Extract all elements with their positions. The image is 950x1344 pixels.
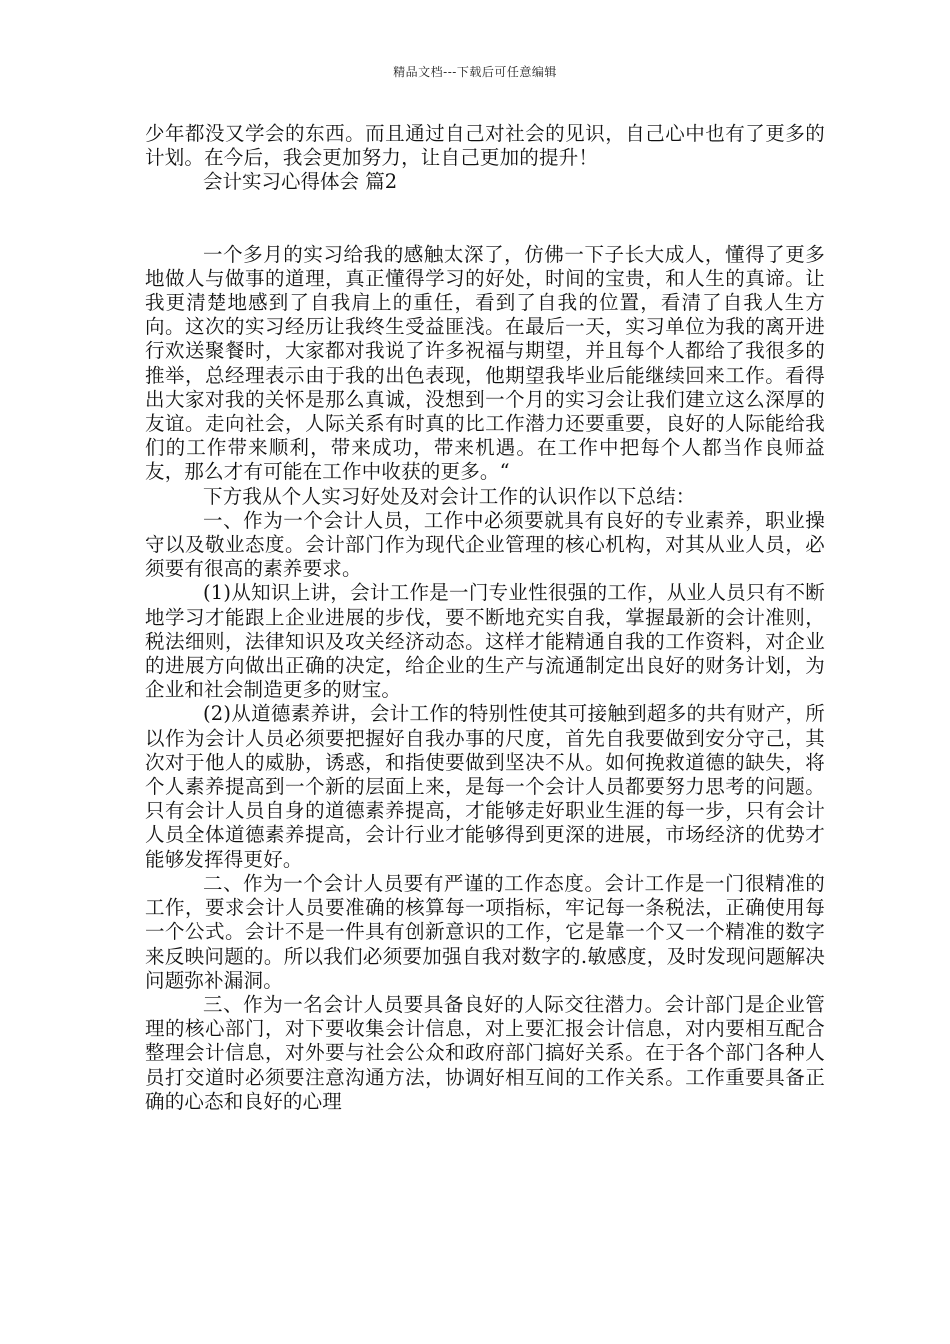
paragraph-knowledge: (1)从知识上讲，会计工作是一门专业性很强的工作，从业人员只有不断地学习才能跟上企业进展的步伐，要不断地充实自我，掌握最新的会计准则，税法细则，法律知识及攻关经济动态。这样才能精通自我的工作资料，对企业的进展方向做出正确的决定，给企业的生产与流通制定出良好的财务计划，为企业和社会制造更多的财宝。 xyxy=(145,581,825,702)
document-body xyxy=(145,122,825,1114)
paragraph-ethics: (2)从道德素养讲，会计工作的特别性使其可接触到超多的共有财产，所以作为会计人员必须要把握好自我办事的尺度，首先自我要做到安分守己，其次对于他人的威胁，诱惑，和指使要做到坚决不从。如何挽救道德的缺失，将个人素养提高到一个新的层面上来，是每一个会计人员都要努力思考的问题。只有会计人员自身的道德素养提高，才能够走好职业生涯的每一步，只有会计人员全体道德素养提高，会计行业才能够得到更深的进展，市场经济的优势才能够发挥得更好。 xyxy=(145,702,825,871)
section-spacer xyxy=(145,195,825,243)
paragraph-point-three: 三、作为一名会计人员要具备良好的人际交往潜力。会计部门是企业管理的核心部门，对下要收集会计信息，对上要汇报会计信息，对内要相互配合整理会计信息，对外要与社会公众和政府部门搞好关系。在于各个部门各种人员打交道时必须要注意沟通方法，协调好相互间的工作关系。工作重要具备正确的心态和良好的心理 xyxy=(145,992,825,1113)
paragraph-summary-intro: 下方我从个人实习好处及对会计工作的认识作以下总结： xyxy=(203,484,696,508)
section-title: 会计实习心得体会 篇2 xyxy=(203,170,398,194)
opening-paragraph: 少年都没又学会的东西。而且通过自己对社会的见识，自己心中也有了更多的计划。在今后，我会更加努力，让自己更加的提升！ xyxy=(145,122,825,170)
paragraph-point-two: 二、作为一个会计人员要有严谨的工作态度。会计工作是一门很精准的工作，要求会计人员要准确的核算每一项指标，牢记每一条税法，正确使用每一个公式。会计不是一件具有创新意识的工作，它是靠一个又一个精准的数字来反映问题的。所以我们必须要加强自我对数字的.敏感度，及时发现问题解决问题弥补漏洞。 xyxy=(145,871,825,992)
paragraph-reflection: 一个多月的实习给我的感触太深了，仿佛一下子长大成人，懂得了更多地做人与做事的道理，真正懂得学习的好处，时间的宝贵，和人生的真谛。让我更清楚地感到了自我肩上的重任，看到了自我的位置，看清了自我人生方向。这次的实习经历让我终生受益匪浅。在最后一天，实习单位为我的离开进行欢送聚餐时，大家都对我说了许多祝福与期望，并且每个人都给了我很多的推举，总经理表示由于我的出色表现，他期望我毕业后能继续回来工作。看得出大家对我的关怀是那么真诚，没想到一个月的实习会让我们建立这么深厚的友谊。走向社会，人际关系有时真的比工作潜力还要重要，良好的人际能给我们的工作带来顺利，带来成功，带来机遇。在工作中把每个人都当作良师益友，那么才有可能在工作中收获的更多。“ xyxy=(145,242,825,484)
page-header: 精品文档---下载后可任意编辑 xyxy=(393,65,557,79)
paragraph-point-one: 一、作为一个会计人员，工作中必须要就具有良好的专业素养，职业操守以及敬业态度。会计部门作为现代企业管理的核心机构，对其从业人员，必须要有很高的素养要求。 xyxy=(145,508,825,581)
